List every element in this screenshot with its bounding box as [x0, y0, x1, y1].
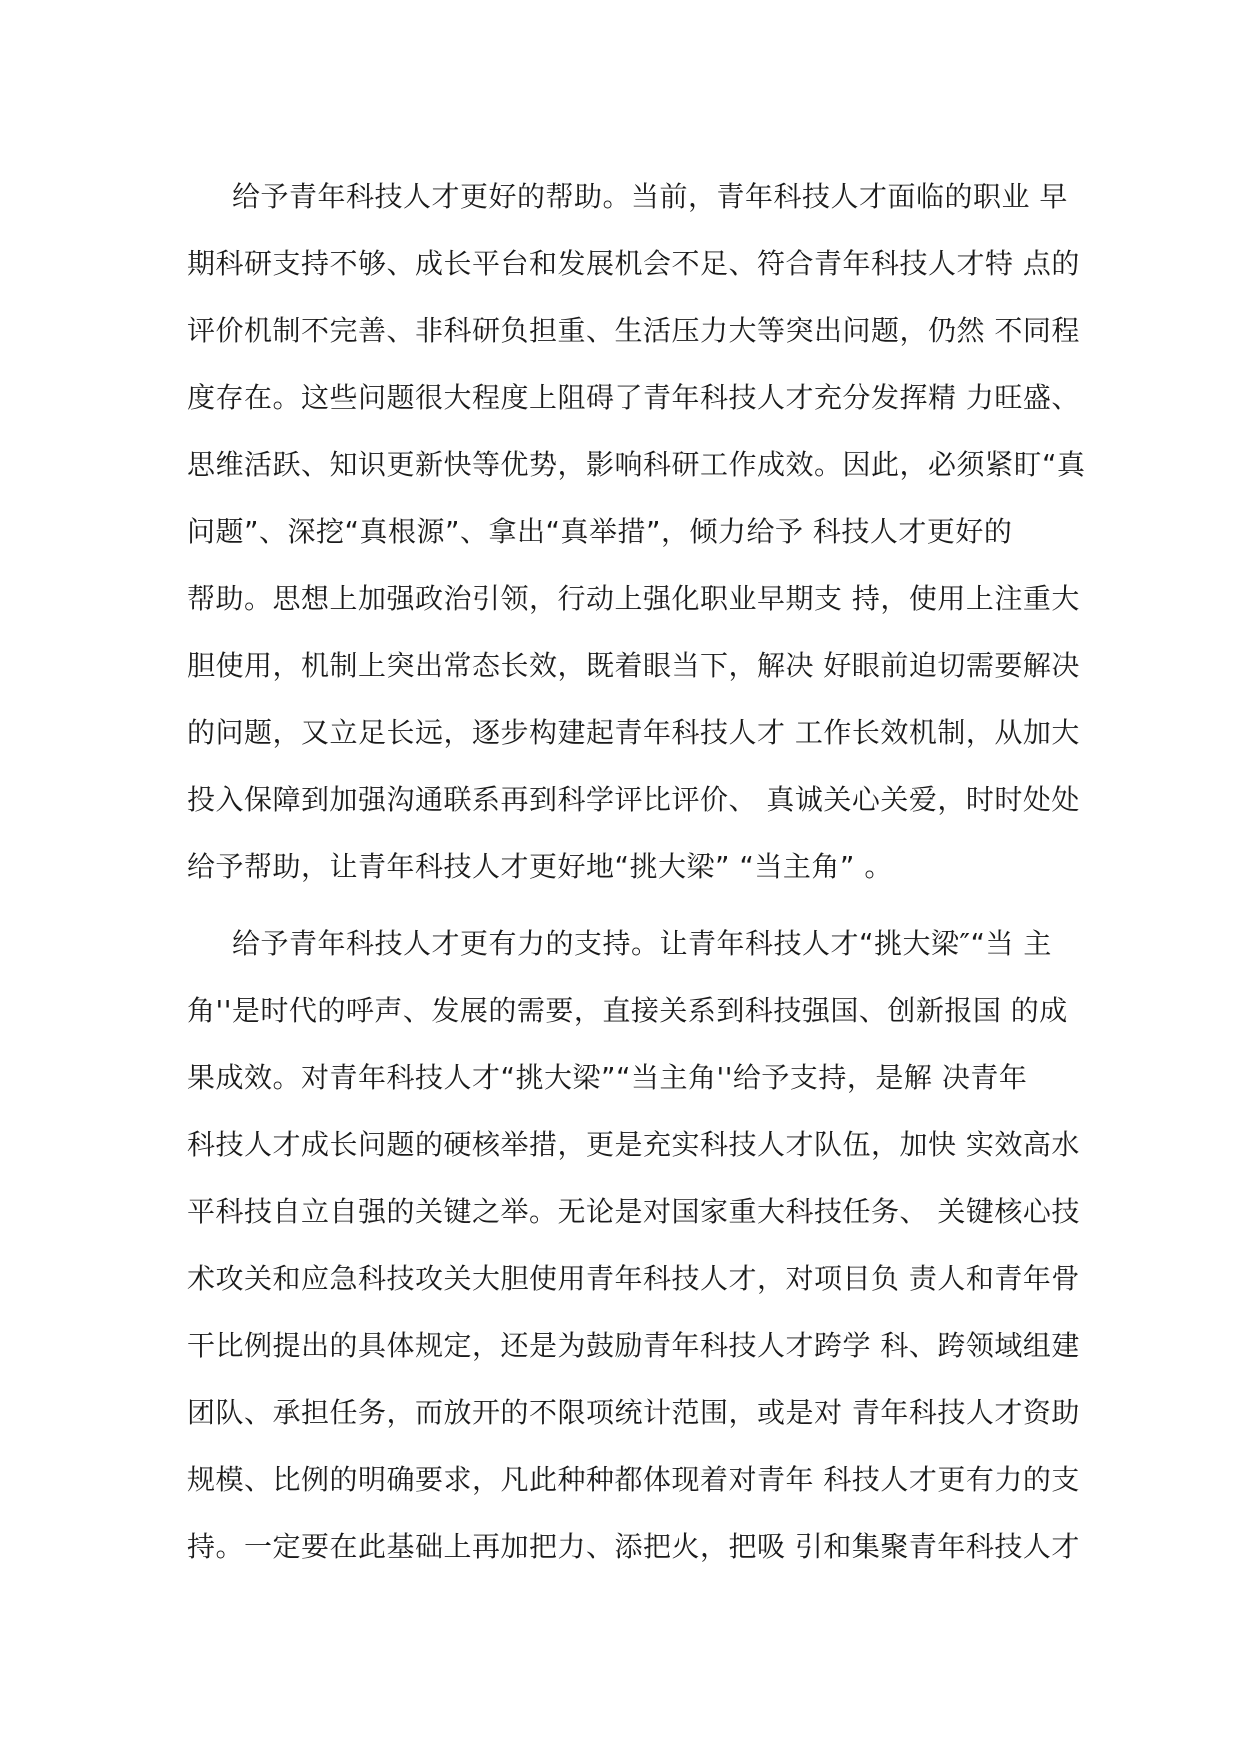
paragraph-line: 规模、比例的明确要求，凡此种种都体现着对青年 科技人才更有力的支	[187, 1463, 1080, 1496]
paragraph-line: 给予帮助，让青年科技人才更好地“挑大梁” “当主角” 。	[187, 850, 893, 883]
paragraph-line: 持。一定要在此基础上再加把力、添把火，把吸 引和集聚青年科技人才	[187, 1530, 1080, 1563]
paragraph-line: 问题”、深挖“真根源”、拿出“真举措”，倾力给予 科技人才更好的	[187, 515, 1013, 548]
paragraph-line: 胆使用，机制上突出常态长效，既着眼当下，解决 好眼前迫切需要解决	[187, 649, 1080, 682]
paragraph-line: 给予青年科技人才更有力的支持。让青年科技人才“挑大梁″“当 主	[232, 927, 1052, 960]
paragraph-line: 果成效。对青年科技人才“挑大梁”“当主角''给予支持，是解 决青年	[187, 1061, 1028, 1094]
paragraph-line: 思维活跃、知识更新快等优势，影响科研工作成效。因此，必须紧盯“真	[187, 448, 1086, 481]
paragraph-line: 术攻关和应急科技攻关大胆使用青年科技人才，对项目负 责人和青年骨	[187, 1262, 1080, 1295]
paragraph-line: 团队、承担任务，而放开的不限项统计范围，或是对 青年科技人才资助	[187, 1396, 1080, 1429]
paragraph-line: 干比例提出的具体规定，还是为鼓励青年科技人才跨学 科、跨领域组建	[187, 1329, 1080, 1362]
paragraph-line: 度存在。这些问题很大程度上阻碍了青年科技人才充分发挥精 力旺盛、	[187, 381, 1080, 414]
paragraph-line: 角''是时代的呼声、发展的需要，直接关系到科技强国、创新报国 的成	[187, 994, 1068, 1027]
paragraph-line: 平科技自立自强的关键之举。无论是对国家重大科技任务、 关键核心技	[187, 1195, 1080, 1228]
paragraph-line: 帮助。思想上加强政治引领，行动上强化职业早期支 持，使用上注重大	[187, 582, 1080, 615]
paragraph-line: 科技人才成长问题的硬核举措，更是充实科技人才队伍，加快 实效高水	[187, 1128, 1080, 1161]
paragraph-line: 评价机制不完善、非科研负担重、生活压力大等突出问题，仍然 不同程	[187, 314, 1080, 347]
paragraph-line: 给予青年科技人才更好的帮助。当前，青年科技人才面临的职业 早	[232, 180, 1068, 213]
paragraph-line: 期科研支持不够、成长平台和发展机会不足、符合青年科技人才特 点的	[187, 247, 1080, 280]
paragraph-line: 的问题，又立足长远，逐步构建起青年科技人才 工作长效机制，从加大	[187, 716, 1080, 749]
paragraph-line: 投入保障到加强沟通联系再到科学评比评价、 真诚关心关爱，时时处处	[187, 783, 1080, 816]
